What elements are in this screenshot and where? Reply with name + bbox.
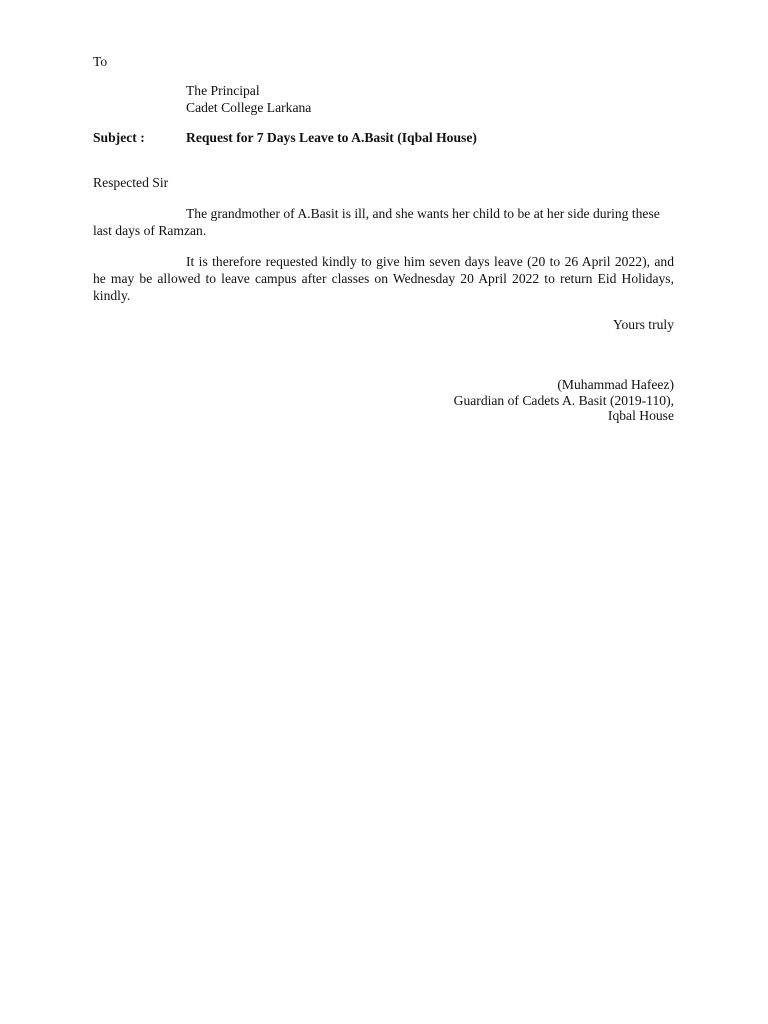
recipient-title: The Principal xyxy=(186,83,260,98)
body-paragraph-2: It is therefore requested kindly to give him seven days leave (20 to 26 April 2022), and he may be allowed to leave campus after classes on Wednesday 20 April 2022 to return Eid Holidays, kindly. xyxy=(93,254,674,303)
recipient-institution: Cadet College Larkana xyxy=(186,100,312,115)
signature-house: Iqbal House xyxy=(607,408,674,423)
subject-label: Subject : xyxy=(93,130,145,145)
signature-name: (Muhammad Hafeez) xyxy=(557,377,674,392)
signature-designation: Guardian of Cadets A. Basit (2019-110), xyxy=(453,393,674,408)
closing: Yours truly xyxy=(613,317,674,332)
body-paragraph-1: The grandmother of A.Basit is ill, and she wants her child to be at her side during these last days of Ramzan. xyxy=(93,206,660,238)
recipient-to: To xyxy=(93,54,108,69)
salutation: Respected Sir xyxy=(93,175,169,190)
subject-text: Request for 7 Days Leave to A.Basit (Iqbal House) xyxy=(186,130,477,145)
